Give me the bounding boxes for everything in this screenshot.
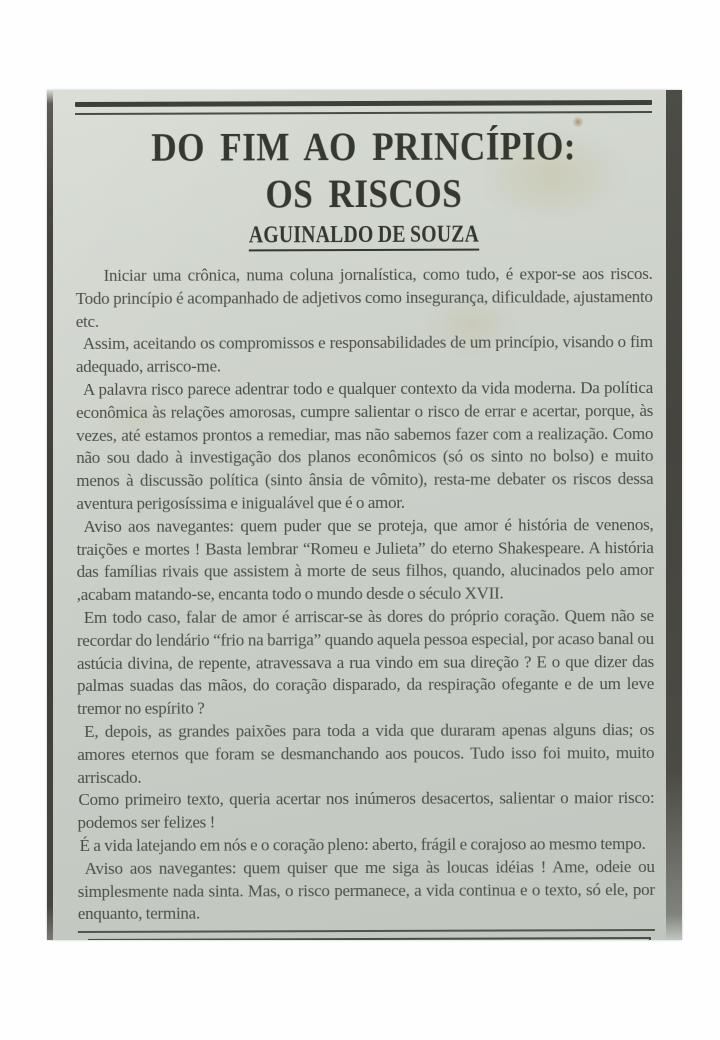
paragraph-6: E, depois, as grandes paixões para toda a vida que duraram apenas alguns dias; os amores eternos que foram se desmanchando aos poucos. Tudo isso foi muito, muito arriscado. — [77, 719, 655, 787]
paragraph-7: Como primeiro texto, queria acertar nos inúmeros desacertos, salientar o maior risco: podemos ser felizes ! — [77, 788, 655, 833]
author-name: AGUINALDO DE SOUZA — [249, 222, 479, 252]
article-author — [127, 221, 600, 252]
article-title-line-1: DO FIM AO PRINCÍPIO: — [151, 123, 577, 170]
newspaper-clipping — [47, 90, 682, 940]
next-article-box-edge — [88, 937, 651, 940]
paragraph-5: Em todo caso, falar de amor é arriscar-se às dores do próprio coração. Quem não se recordar do lendário “frio na barriga” quando aquela pessoa especial, por acaso banal ou astúcia divina, de repente, atravessava a rua vindo em sua direção ? E o que dizer das palmas suadas das mãos, do coração disparado, da respiração ofegante e de um leve tremor no espírito ? — [76, 605, 655, 719]
article-bottom-rule — [78, 929, 655, 933]
paragraph-2: Assim, aceitando os compromissos e responsabilidades de um princípio, visando o fim adequado, arrisco-me. — [75, 332, 653, 377]
scan-right-edge-shadow — [666, 90, 682, 940]
paragraph-4: Aviso aos navegantes: quem puder que se proteja, que amor é história de venenos, traições e mortes ! Basta lembrar “Romeu e Julieta” do eterno Shakespeare. A história das famílias rivais que assistem à morte de seus filhos, quando, alucinados pelo amor ,acabam matando-se, encanta todo o mundo desde o século XVII. — [76, 514, 654, 605]
clipping-content — [75, 100, 655, 940]
paragraph-3: A palavra risco parece adentrar todo e qualquer contexto da vida moderna. Da política econômica às relações amorosas, cumpre salientar o risco de errar e acertar, porque, às vezes, até estamos prontos a remediar, mas não sabemos fazer com a realização. Como não sou dado à investigação dos planos econômicos (só os sinto no bolso) e muito menos à discussão política (sinto ânsia de vômito), resta-me debater os riscos dessa aventura perigosíssima e inigualável que é o amor. — [76, 377, 654, 513]
header-rule-thick — [75, 100, 652, 107]
paragraph-9: Aviso aos navegantes: quem quiser que me siga às loucas idéias ! Ame, odeie ou simplesmente nada sinta. Mas, o risco permanece, a vida continua e o texto, só ele, por enquanto, termina. — [77, 856, 655, 924]
article-title-line-2: OS RISCOS — [265, 170, 463, 217]
article-body — [76, 263, 655, 926]
paragraph-1: Iniciar uma crônica, numa coluna jornalística, como tudo, é expor-se aos riscos. Todo princípio é acompanhado de adjetivos como insegurança, dificuldade, ajustamento etc. — [75, 263, 653, 331]
paragraph-8: É a vida latejando em nós e o coração pleno: aberto, frágil e corajoso ao mesmo tempo. — [79, 833, 646, 855]
scan-left-edge-shadow — [47, 90, 53, 940]
header-rule-thin — [75, 111, 652, 115]
article-title — [110, 122, 618, 218]
